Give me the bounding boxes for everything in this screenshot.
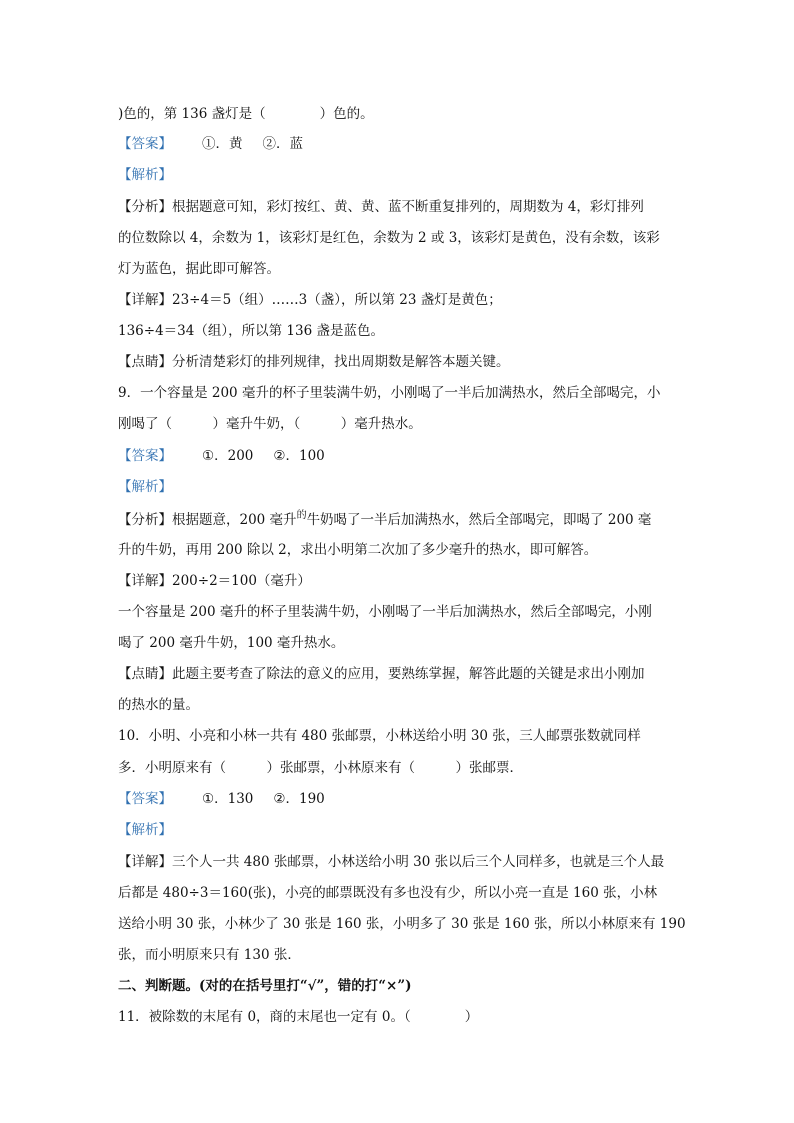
detail-tag: 【详解】 <box>118 854 172 870</box>
analysis-heading-9: 【解析】 <box>118 479 172 495</box>
key-point-line: 的热水的量。 <box>118 697 199 713</box>
detail-text: 200÷2＝100（毫升） <box>172 573 311 589</box>
answer-tag: 【答案】 <box>118 136 172 152</box>
detail-text: 23÷4＝5（组）……3（盏），所以第 23 盏灯是黄色； <box>172 292 502 308</box>
analysis-heading-10: 【解析】 <box>118 822 172 838</box>
analysis-line: 的位数除以 4，余数为 1，该彩灯是红色，余数为 2 或 3，该彩灯是黄色，没有余数，该彩 <box>118 230 660 246</box>
answer-line-8 <box>118 134 303 154</box>
analysis-line <box>118 197 644 217</box>
superscript-char: 的 <box>296 510 307 521</box>
detail-tag: 【详解】 <box>118 573 172 589</box>
question-9: 9．一个容量是 200 毫升的杯子里装满牛奶，小刚喝了一半后加满热水，然后全部喝完，小 <box>118 385 661 401</box>
key-point-line <box>118 664 645 684</box>
question-text: )色的，第 136 盏灯是（ ）色的。 <box>118 106 374 122</box>
detail-line: 喝了 200 毫升牛奶，100 毫升热水。 <box>118 635 345 651</box>
analysis-text: 根据题意，200 毫升 <box>172 512 297 528</box>
analysis-text: 根据题意可知，彩灯按红、黄、黄、蓝不断重复排列的，周期数为 4，彩灯排列 <box>172 199 644 215</box>
analysis-heading-8: 【解析】 <box>118 167 172 183</box>
analysis-text: 牛奶喝了一半后加满热水，然后全部喝完，即喝了 200 毫 <box>306 512 652 528</box>
question-8-continuation <box>118 104 374 124</box>
answer-2: ②．100 <box>273 448 325 464</box>
detail-line: 张，而小明原来只有 130 张． <box>118 947 301 963</box>
detail-line: 送给小明 30 张，小林少了 30 张是 160 张，小明多了 30 张是 160 张，所以小林原来有 190 <box>118 916 686 932</box>
analysis-line: 升的牛奶，再用 200 除以 2，求出小明第二次加了多少毫升的热水，即可解答。 <box>118 542 598 558</box>
detail-tag: 【详解】 <box>118 292 172 308</box>
question-10: 10．小明、小亮和小林一共有 480 张邮票，小林送给小明 30 张，三人邮票张数就同样 <box>118 728 641 744</box>
key-point-tag: 【点睛】 <box>118 354 172 370</box>
detail-line <box>118 290 502 310</box>
key-point-text: 分析清楚彩灯的排列规律，找出周期数是解答本题关键。 <box>172 354 510 370</box>
detail-text: 三个人一共 480 张邮票，小林送给小明 30 张以后三个人同样多，也就是三个人最 <box>172 854 665 870</box>
key-point-line <box>118 352 510 372</box>
analysis-line: 灯为蓝色，据此即可解答。 <box>118 261 280 277</box>
detail-line: 一个容量是 200 毫升的杯子里装满牛奶，小刚喝了一半后加满热水，然后全部喝完，小刚 <box>118 604 652 620</box>
answer-tag: 【答案】 <box>118 448 172 464</box>
detail-line <box>118 571 311 591</box>
question-10: 多．小明原来有（ ）张邮票，小林原来有（ ）张邮票． <box>118 760 523 776</box>
analysis-tag: 【分析】 <box>118 199 172 215</box>
answer-1: ①．200 <box>202 448 254 464</box>
answer-1: ①．黄 <box>202 136 243 152</box>
question-11: 11．被除数的末尾有 0，商的末尾也一定有 0。（ ） <box>118 1009 479 1025</box>
detail-line: 后都是 480÷3＝160(张)，小亮的邮票既没有多也没有少，所以小亮一直是 160 张，小林 <box>118 885 658 901</box>
key-point-tag: 【点睛】 <box>118 666 172 682</box>
answer-line-9 <box>118 446 325 466</box>
answer-line-10 <box>118 789 325 809</box>
analysis-tag: 【分析】 <box>118 512 172 528</box>
answer-tag: 【答案】 <box>118 791 172 807</box>
section-heading: 二、判断题。(对的在括号里打“√”，错的打“×”) <box>118 978 412 994</box>
answer-2: ②．190 <box>273 791 325 807</box>
answer-2: ②．蓝 <box>262 136 303 152</box>
analysis-line <box>118 510 651 532</box>
detail-line: 136÷4＝34（组），所以第 136 盏是蓝色。 <box>118 323 384 339</box>
question-9: 刚喝了（ ）毫升牛奶，（ ）毫升热水。 <box>118 416 422 432</box>
detail-line <box>118 852 664 872</box>
key-point-text: 此题主要考查了除法的意义的应用，要熟练掌握，解答此题的关键是求出小刚加 <box>172 666 645 682</box>
answer-1: ①．130 <box>202 791 254 807</box>
